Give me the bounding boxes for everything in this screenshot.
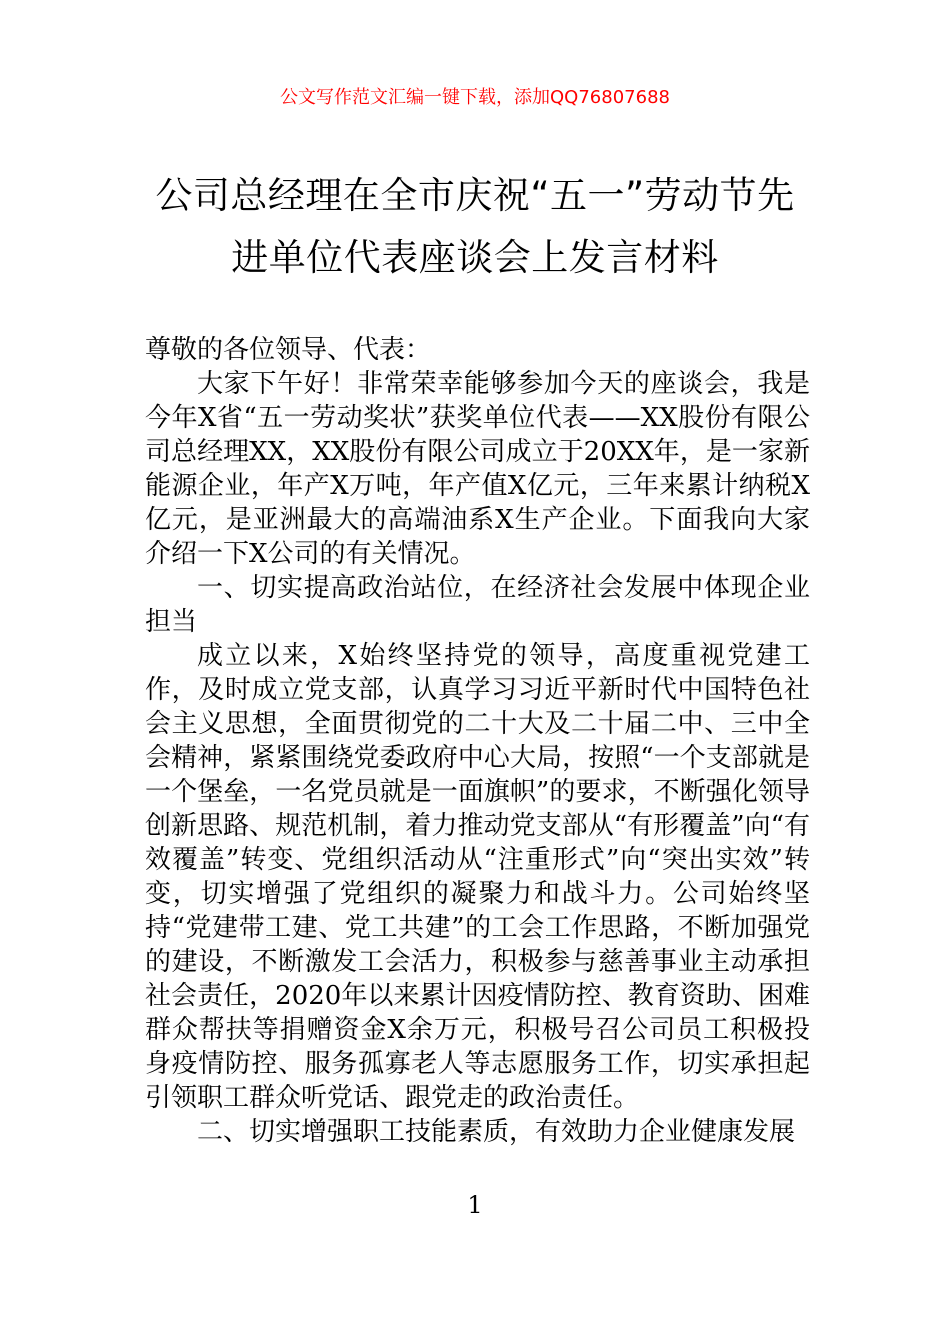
title-line-2: 进单位代表座谈会上发言材料 xyxy=(231,236,719,279)
section-heading-2: 二、切实增强职工技能素质，有效助力企业健康发展 xyxy=(197,1117,796,1147)
paragraph-intro: 大家下午好！非常荣幸能够参加今天的座谈会，我是今年X省“五一劳动奖状”获奖单位代表——XX股份有限公司总经理XX，XX股份有限公司成立于20XX年，是一家新能源企业，年产X万吨，年产值X亿元，三年来累计纳税X亿元，是亚洲最大的高端油系X生产企业。下面我向大家介绍一下X公司的有关情况。 xyxy=(145,369,810,569)
header-note: 公文写作范文汇编一键下载，添加QQ76807688 xyxy=(280,87,670,108)
page-number: 1 xyxy=(467,1191,483,1219)
title-line-1: 公司总经理在全市庆祝“五一”劳动节先 xyxy=(155,174,795,217)
paragraph-section-1: 成立以来，X始终坚持党的领导，高度重视党建工作，及时成立党支部，认真学习习近平新时代中国特色社会主义思想，全面贯彻党的二十大及二十届二中、三中全会精神，紧紧围绕党委政府中心大局，按照“一个支部就是一个堡垒，一名党员就是一面旗帜”的要求，不断强化领导创新思路、规范机制，着力推动党支部从“有形覆盖”向“有效覆盖”转变、党组织活动从“注重形式”向“突出实效”转变，切实增强了党组织的凝聚力和战斗力。公司始终坚持“党建带工建、党工共建”的工会工作思路，不断加强党的建设，不断激发工会活力，积极参与慈善事业主动承担社会责任，2020年以来累计因疫情防控、教育资助、困难群众帮扶等捐赠资金X余万元，积极号召公司员工积极投身疫情防控、服务孤寡老人等志愿服务工作，切实承担起引领职工群众听党话、跟党走的政治责任。 xyxy=(145,641,810,1113)
document-title xyxy=(110,165,840,289)
document-body xyxy=(145,333,810,1149)
salutation: 尊敬的各位领导、代表： xyxy=(145,335,432,365)
section-heading-1: 一、切实提高政治站位，在经济社会发展中体现企业担当 xyxy=(145,573,810,637)
